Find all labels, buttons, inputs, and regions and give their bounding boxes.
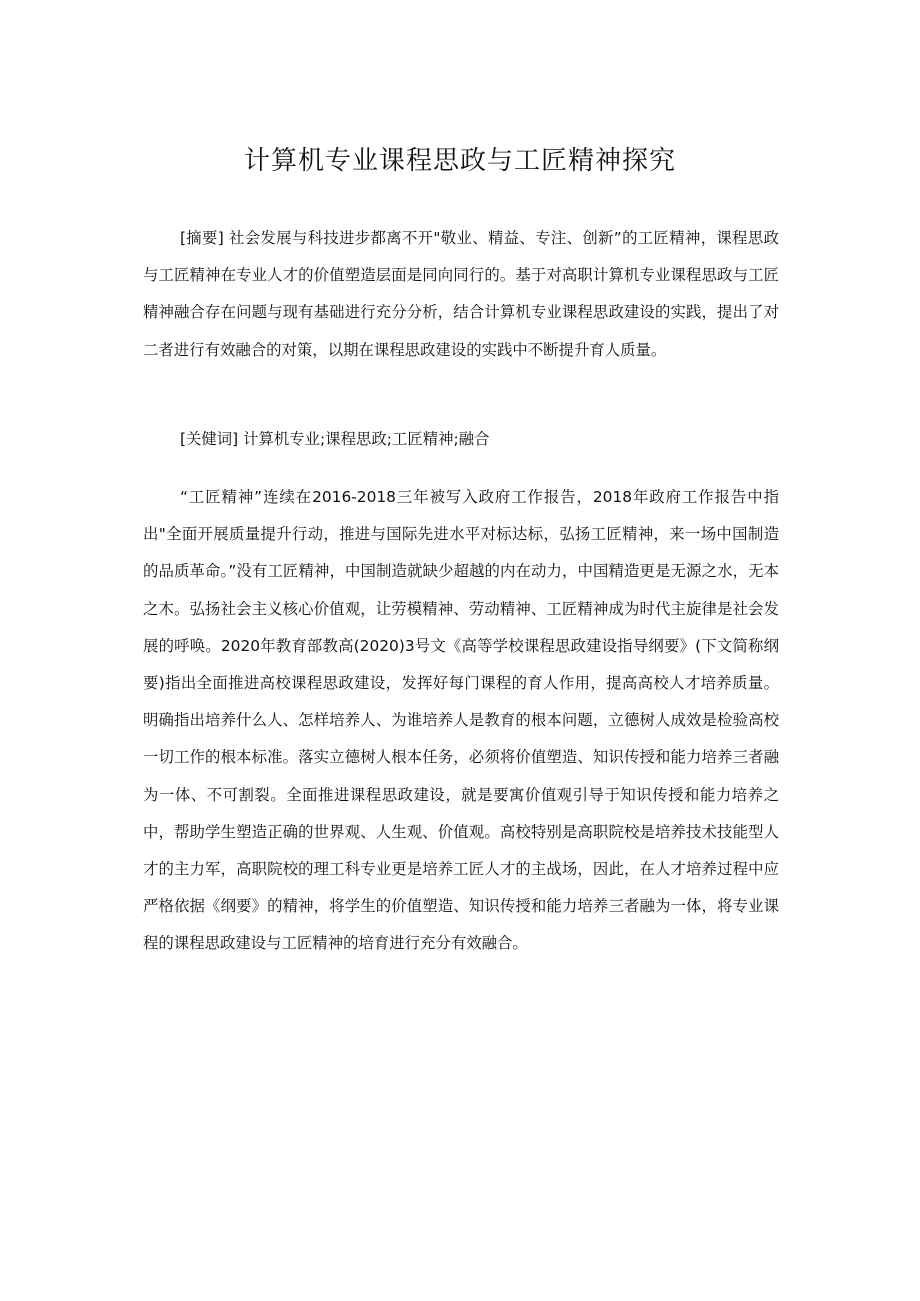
body-paragraph: “工匠精神”连续在2016-2018三年被写入政府工作报告，2018年政府工作报告中指出"全面开展质量提升行动，推进与国际先进水平对标达标，弘扬工匠精神，来一场中国制造的品质革命。”没有工匠精神，中国制造就缺少超越的内在动力，中国精造更是无源之水，无本之木。弘扬社会主义核心价值观，让劳模精神、劳动精神、工匠精神成为时代主旋律是社会发展的呼唤。2020年教育部教高(2020)3号文《高等学校课程思政建设指导纲要》(下文简称纲要)指出全面推进高校课程思政建设，发挥好每门课程的育人作用，提高高校人才培养质量。明确指出培养什么人、怎样培养人、为谁培养人是教育的根本问题，立德树人成效是检验高校一切工作的根本标准。落实立德树人根本任务，必须将价值塑造、知识传授和能力培养三者融为一体、不可割裂。全面推进课程思政建设，就是要寓价值观引导于知识传授和能力培养之中，帮助学生塑造正确的世界观、人生观、价值观。高校特别是高职院校是培养技术技能型人才的主力军，高职院校的理工科专业更是培养工匠人才的主战场，因此，在人才培养过程中应严格依据《纲要》的精神，将学生的价值塑造、知识传授和能力培养三者融为一体，将专业课程的课程思政建设与工匠精神的培育进行充分有效融合。 xyxy=(143,488,779,953)
document-title: 计算机专业课程思政与工匠精神探究 xyxy=(243,146,676,176)
keywords-label: [关健词] xyxy=(179,430,239,448)
abstract-text: 社会发展与科技进步都离不开"敬业、精益、专注、创新”的工匠精神，课程思政与工匠精神在专业人才的价值塑造层面是同向同行的。基于对高职计算机专业课程思政与工匠精神融合存在问题与现有基础进行充分分析，结合计算机专业课程思政建设的实践，提出了对二者进行有效融合的对策，以期在课程思政建设的实践中不断提升育人质量。 xyxy=(143,229,779,359)
abstract-paragraph xyxy=(143,220,779,369)
keywords-text: 计算机专业;课程思政;工匠精神;融合 xyxy=(243,430,490,448)
keywords-paragraph xyxy=(143,421,779,458)
abstract-label: [摘要] xyxy=(179,229,224,247)
